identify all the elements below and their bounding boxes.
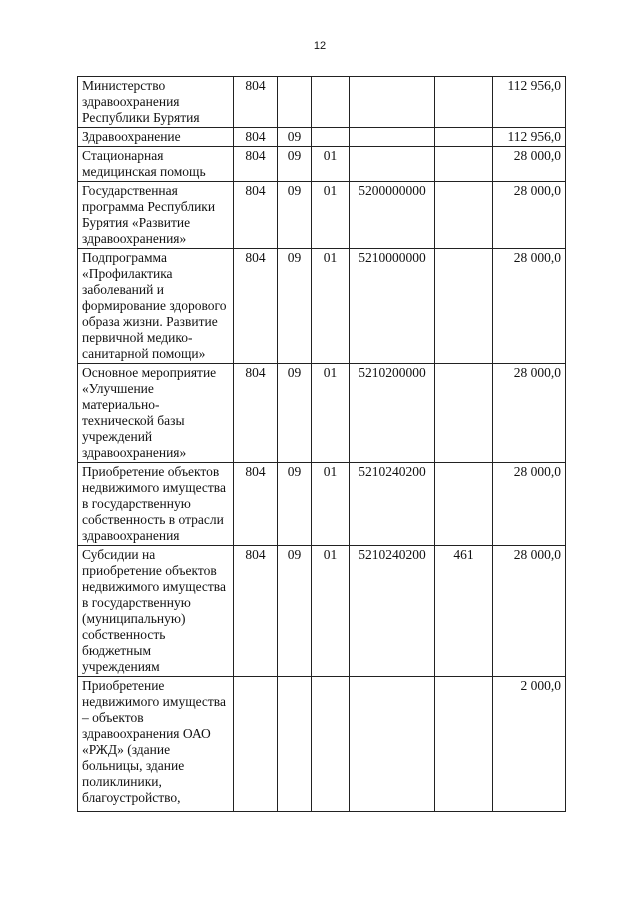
section-code: 09 [278,463,312,546]
ministry-code: 804 [234,147,278,182]
expense-type-code [435,364,493,463]
row-name: Приобретение объектов недвижимого имущества в государственную собственность в отрасли здравоохранения [78,463,234,546]
sum-value: 28 000,0 [493,147,566,182]
subsection-code [312,677,350,812]
sum-value: 28 000,0 [493,546,566,677]
sum-value: 112 956,0 [493,77,566,128]
target-code [350,677,435,812]
row-name: Министерство здравоохранения Республики Бурятия [78,77,234,128]
table-row [78,128,566,147]
target-code: 5210240200 [350,546,435,677]
expense-type-code [435,128,493,147]
page-number: 12 [313,40,327,52]
target-code: 5210240200 [350,463,435,546]
section-code [278,77,312,128]
sum-value: 28 000,0 [493,249,566,364]
ministry-code: 804 [234,249,278,364]
sum-value: 28 000,0 [493,182,566,249]
table-row [78,677,566,812]
ministry-code: 804 [234,364,278,463]
sum-value: 28 000,0 [493,463,566,546]
subsection-code [312,128,350,147]
subsection-code: 01 [312,249,350,364]
section-code: 09 [278,147,312,182]
row-name: Подпрограмма «Профилактика заболеваний и формирование здорового образа жизни. Развитие первичной медико-санитарной помощи» [78,249,234,364]
subsection-code: 01 [312,463,350,546]
expense-type-code [435,77,493,128]
subsection-code: 01 [312,546,350,677]
subsection-code [312,77,350,128]
section-code: 09 [278,249,312,364]
sum-value: 28 000,0 [493,364,566,463]
target-code: 5200000000 [350,182,435,249]
section-code: 09 [278,128,312,147]
row-name: Основное мероприятие «Улучшение материально-технической базы учреждений здравоохранения» [78,364,234,463]
section-code: 09 [278,182,312,249]
sum-value: 112 956,0 [493,128,566,147]
subsection-code: 01 [312,147,350,182]
target-code: 5210200000 [350,364,435,463]
section-code: 09 [278,364,312,463]
ministry-code: 804 [234,546,278,677]
target-code: 5210000000 [350,249,435,364]
table-row [78,546,566,677]
target-code [350,128,435,147]
row-name: Приобретение недвижимого имущества – объектов здравоохранения ОАО «РЖД» (здание больницы, здание поликлиники, благоустройство, [78,677,234,812]
ministry-code [234,677,278,812]
expense-type-code [435,677,493,812]
ministry-code: 804 [234,77,278,128]
target-code [350,77,435,128]
expense-type-code [435,182,493,249]
table-row [78,147,566,182]
subsection-code: 01 [312,364,350,463]
sum-value: 2 000,0 [493,677,566,812]
section-code: 09 [278,546,312,677]
expense-type-code: 461 [435,546,493,677]
table-row [78,249,566,364]
ministry-code: 804 [234,182,278,249]
table-row [78,463,566,546]
table-row [78,364,566,463]
table-row [78,182,566,249]
row-name: Субсидии на приобретение объектов недвижимого имущества в государственную (муниципальную) собственность бюджетным учреждениям [78,546,234,677]
ministry-code: 804 [234,128,278,147]
subsection-code: 01 [312,182,350,249]
row-name: Здравоохранение [78,128,234,147]
row-name: Стационарная медицинская помощь [78,147,234,182]
ministry-code: 804 [234,463,278,546]
expense-type-code [435,463,493,546]
row-name: Государственная программа Республики Бурятия «Развитие здравоохранения» [78,182,234,249]
section-code [278,677,312,812]
expense-type-code [435,147,493,182]
target-code [350,147,435,182]
table-row [78,77,566,128]
budget-table [77,76,566,812]
expense-type-code [435,249,493,364]
